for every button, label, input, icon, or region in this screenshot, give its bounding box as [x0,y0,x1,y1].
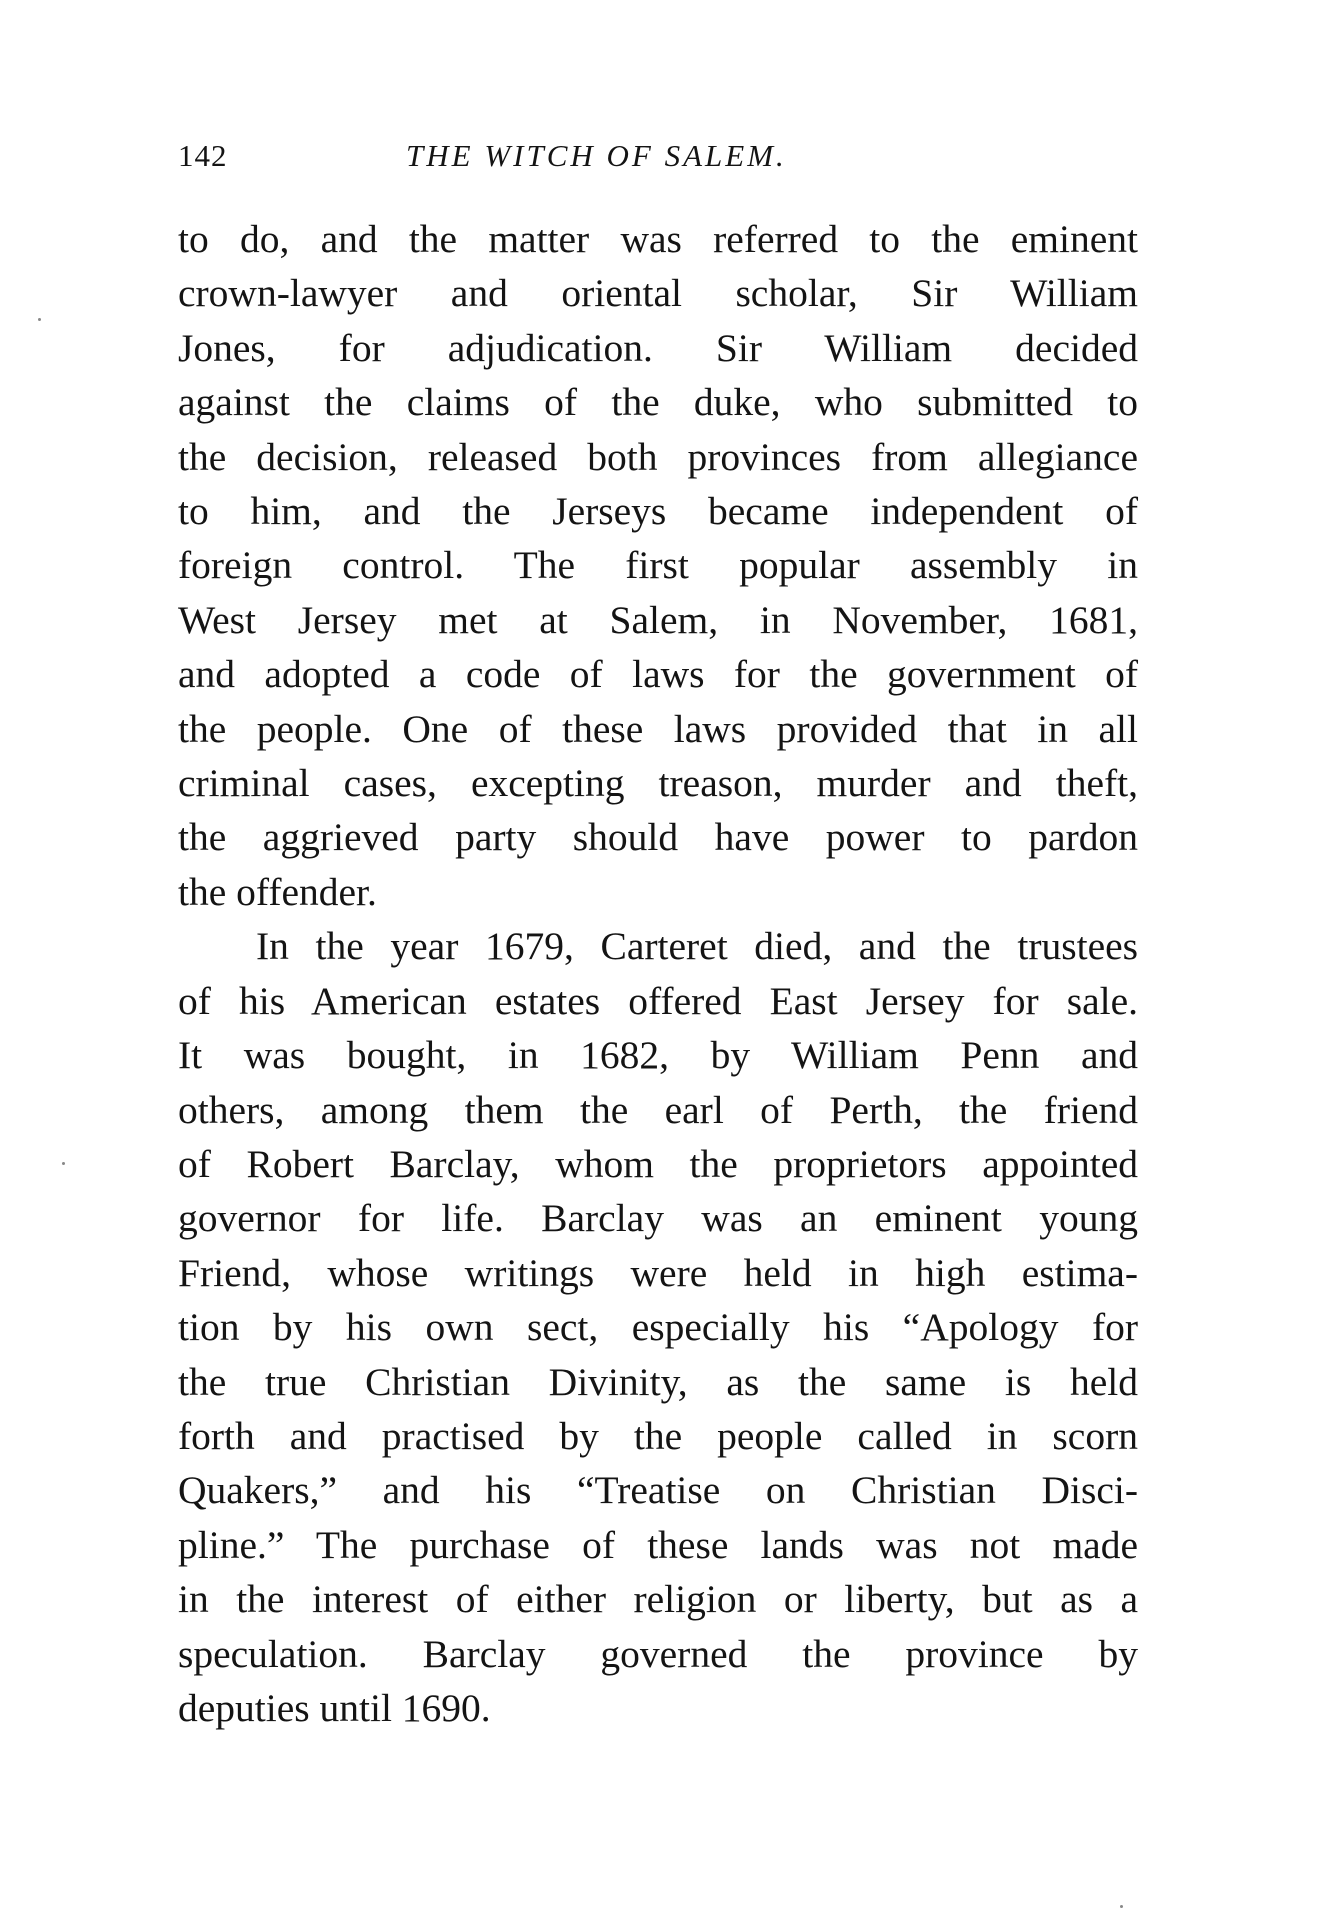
text-line: deputies until 1690. [178,1685,491,1730]
text-line: Jones, for adjudication. Sir William decided [178,325,1138,370]
text-line: Friend, whose writings were held in high estima- [178,1250,1138,1295]
text-line: to do, and the matter was referred to the eminent [178,217,1138,261]
running-title: THE WITCH OF SALEM. [406,138,787,173]
text-line: Quakers,” and his “Treatise on Christian Disci- [178,1468,1138,1513]
page-header [178,138,1138,188]
text-line: of his American estates offered East Jersey for sale. [178,978,1138,1023]
text-line: and adopted a code of laws for the government of [178,652,1138,697]
text-line: in the interest of either religion or liberty, but as a [178,1577,1138,1622]
text-line: the true Christian Divinity, as the same is held [178,1359,1138,1404]
text-line: others, among them the earl of Perth, the friend [178,1087,1138,1132]
text-line: tion by his own sect, especially his “Apology for [178,1305,1138,1350]
body-text [178,212,1138,1735]
text-line: In the year 1679, Carteret died, and the trustees [256,924,1138,969]
text-line: forth and practised by the people called in scorn [178,1413,1138,1458]
text-line: against the claims of the duke, who submitted to [178,380,1138,425]
text-line: of Robert Barclay, whom the proprietors appointed [178,1141,1138,1186]
paragraph-1 [178,212,1138,919]
text-line: West Jersey met at Salem, in November, 1681, [178,597,1138,642]
paper-speck [62,1162,65,1165]
text-line: speculation. Barclay governed the province by [178,1631,1138,1676]
paper-speck [38,318,41,321]
text-line: the offender. [178,869,377,914]
page-number: 142 [178,138,228,173]
text-line: It was bought, in 1682, by William Penn and [178,1033,1138,1078]
text-line: the decision, released both provinces from allegiance [178,434,1138,479]
text-line: to him, and the Jerseys became independent of [178,489,1138,534]
text-line: criminal cases, excepting treason, murder and theft, [178,761,1138,806]
text-line: foreign control. The first popular assembly in [178,543,1138,588]
text-line: governor for life. Barclay was an eminent young [178,1196,1138,1241]
text-line: pline.” The purchase of these lands was not made [178,1522,1138,1567]
text-line: the people. One of these laws provided that in all [178,706,1138,751]
paragraph-2 [178,919,1138,1735]
text-line: the aggrieved party should have power to pardon [178,815,1138,860]
paper-speck [1120,1905,1123,1908]
text-line: crown-lawyer and oriental scholar, Sir William [178,271,1138,316]
